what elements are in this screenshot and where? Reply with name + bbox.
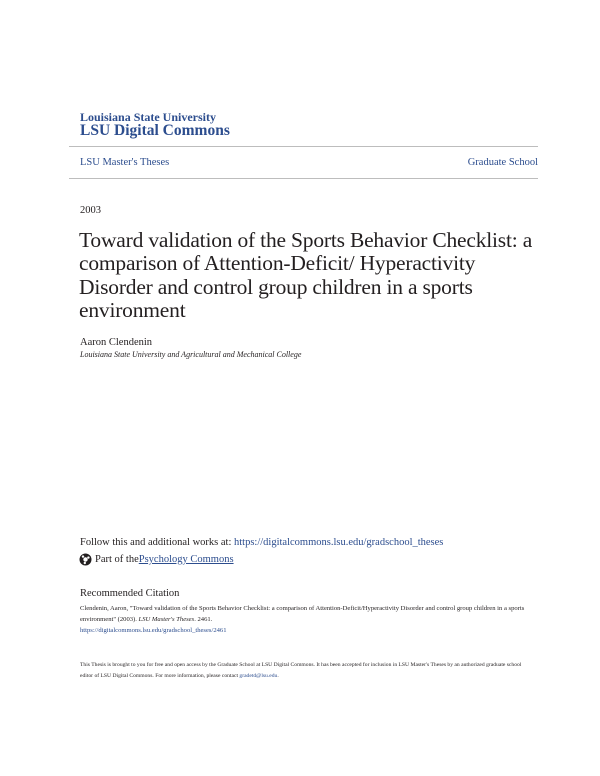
collection-url-link[interactable]: https://digitalcommons.lsu.edu/gradschool_theses bbox=[234, 537, 444, 548]
thesis-title: Toward validation of the Sports Behavior Checklist: a comparison of Attention-Deficit/ Hyperactivity Disorder and control group children in a sports environment bbox=[79, 228, 533, 323]
psychology-commons-link[interactable]: Psychology Commons bbox=[138, 554, 234, 565]
follow-line bbox=[80, 537, 443, 548]
part-of-label: Part of the bbox=[95, 554, 139, 565]
university-name: Louisiana State University bbox=[80, 110, 217, 124]
contact-email-link[interactable]: gradetd@lsu.edu bbox=[239, 673, 278, 679]
access-notice bbox=[80, 660, 530, 682]
series-link[interactable]: LSU Master's Theses bbox=[80, 157, 170, 168]
citation-url-link[interactable]: https://digitalcommons.lsu.edu/gradschool_theses/2461 bbox=[80, 627, 227, 634]
author-name: Aaron Clendenin bbox=[80, 337, 153, 348]
follow-label: Follow this and additional works at: bbox=[80, 537, 234, 548]
citation-number: . 2461. bbox=[194, 616, 213, 623]
part-of-line bbox=[79, 553, 234, 566]
author-affiliation: Louisiana State University and Agricultural and Mechanical College bbox=[80, 350, 302, 359]
digital-commons-network-icon bbox=[79, 553, 92, 566]
graduate-school-link[interactable]: Graduate School bbox=[467, 157, 538, 168]
top-divider bbox=[69, 146, 538, 147]
citation-series: LSU Master's Theses bbox=[138, 616, 195, 623]
bottom-divider bbox=[69, 178, 538, 179]
notice-text: This Thesis is brought to you for free and open access by the Graduate School at LSU Digital Commons. It has been accepted for inclusion in LSU Master's Theses by an authorized graduate school editor of LSU Digital Commons. For more information, please contact bbox=[80, 662, 522, 679]
citation-text bbox=[80, 603, 530, 636]
recommended-citation-heading: Recommended Citation bbox=[80, 588, 180, 599]
citation-body: Clendenin, Aaron, "Toward validation of the Sports Behavior Checklist: a comparison of Attention-Deficit/Hyperactivity Disorder and control group children in a sports environment" (2003). bbox=[80, 605, 525, 623]
repository-name: LSU Digital Commons bbox=[80, 122, 230, 139]
publication-year: 2003 bbox=[80, 205, 101, 216]
notice-end: . bbox=[277, 673, 279, 679]
